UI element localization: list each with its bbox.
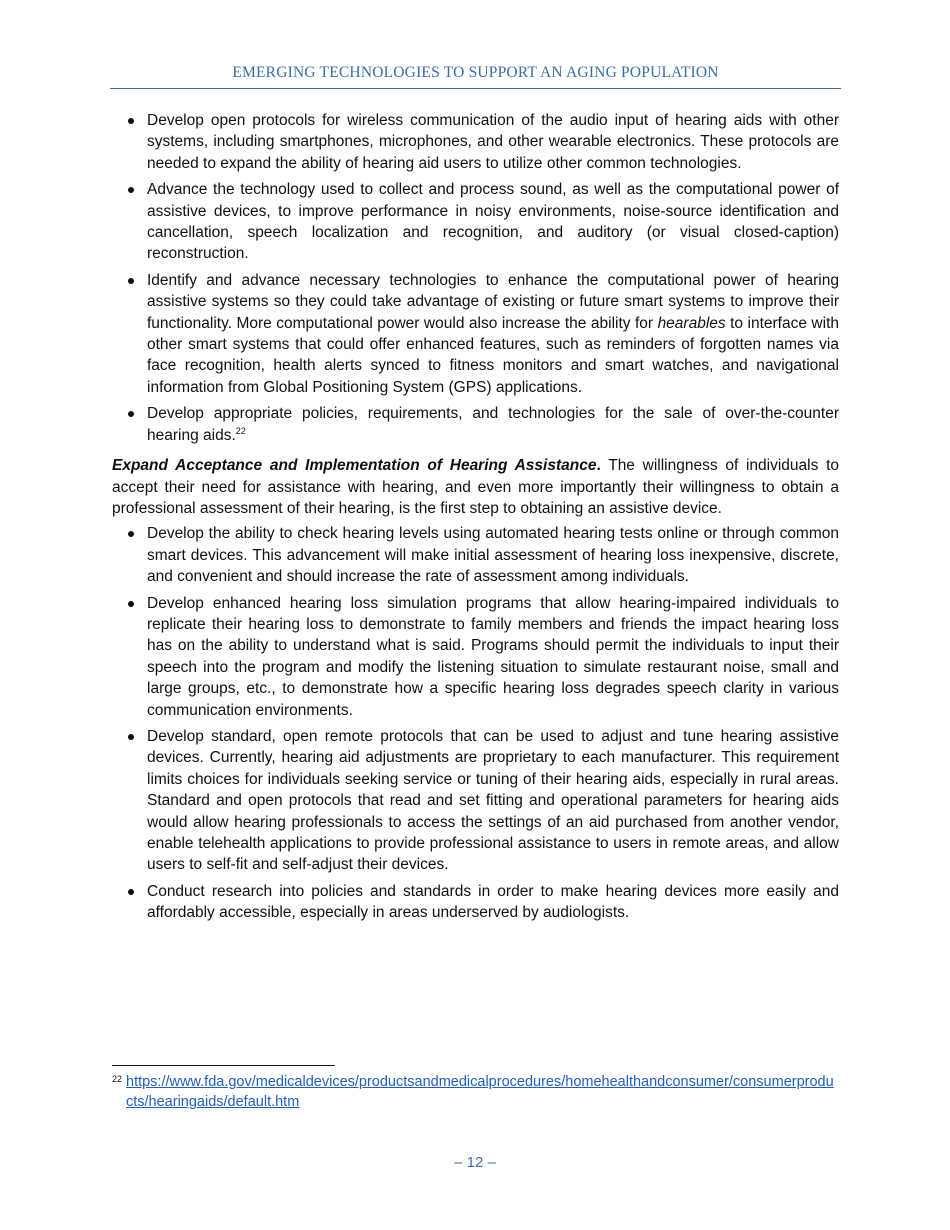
- section-heading-punct: .: [596, 457, 601, 475]
- list-item-text: Develop appropriate policies, requirements, and technologies for the sale of over-the-counter hearing aids.: [147, 405, 839, 444]
- list-item: Advance the technology used to collect and process sound, as well as the computational power of assistive devices, to improve performance in noisy environments, noise-source identification and cancellation, speech localization and recognition, and auditory (or visual closed-caption) reconstruction.: [112, 179, 839, 265]
- bullet-list-research-priorities: [112, 110, 839, 446]
- list-item: Develop enhanced hearing loss simulation programs that allow hearing-impaired individuals to replicate their hearing loss to demonstrate to family members and friends the impact hearing loss has on the ability to understand what is said. Programs should permit the individuals to input their speech into the program and modify the listening situation to simulate restaurant noise, small and large groups, etc., to demonstrate how a specific hearing loss degrades speech clarity in various communication environments.: [112, 593, 839, 721]
- header-divider: [110, 88, 841, 89]
- list-item: Develop open protocols for wireless communication of the audio input of hearing aids with other systems, including smartphones, microphones, and other wearable electronics. These protocols are needed to expand the ability of hearing aid users to utilize other common technologies.: [112, 110, 839, 174]
- footnote-reference[interactable]: 22: [235, 425, 246, 436]
- footnote: [112, 1073, 839, 1112]
- footnote-divider: [112, 1065, 335, 1066]
- page-number: – 12 –: [454, 1154, 496, 1171]
- list-item-text: to interface with other smart systems that could offer enhanced features, such as reminders of forgotten names via face recognition, health alerts synced to fitness monitors and smart watches, and navigational information from Global Positioning System (GPS) applications.: [147, 314, 840, 396]
- list-item: [112, 403, 839, 446]
- section-heading: Expand Acceptance and Implementation of Hearing Assistance: [112, 457, 597, 475]
- list-item: Develop standard, open remote protocols that can be used to adjust and tune hearing assistive devices. Currently, hearing aid adjustments are proprietary to each manufacturer. This requirement limits choices for individuals seeking service or tuning of their hearing aids, especially in rural areas. Standard and open protocols that read and set fitting and operational parameters for hearing aids would allow hearing professionals to access the settings of an aid purchased from another vendor, enable telehealth applications to provide professional assistance to users in remote areas, and allow users to self-fit and self-adjust their devices.: [112, 726, 839, 876]
- footnote-number: 22: [112, 1074, 123, 1084]
- list-item: Conduct research into policies and standards in order to make hearing devices more easily and affordably accessible, especially in areas underserved by audiologists.: [112, 881, 839, 924]
- list-item: Develop the ability to check hearing levels using automated hearing tests online or through common smart devices. This advancement will make initial assessment of hearing loss inexpensive, discrete, and convenient and should increase the rate of assessment among individuals.: [112, 523, 839, 587]
- list-item: [112, 270, 839, 398]
- page-body: [112, 110, 839, 929]
- bullet-list-acceptance: [112, 523, 839, 923]
- footnote-link[interactable]: https://www.fda.gov/medicaldevices/productsandmedicalprocedures/homehealthandconsumer/consumerproducts/hearingaids/default.htm: [126, 1074, 834, 1110]
- list-item-text: Identify and advance necessary technologies to enhance the computational power of hearing assistive systems so they could take advantage of existing or future smart systems to improve their functionality. More computational power would also increase the ability for: [147, 271, 839, 332]
- emphasis-hearables: hearables: [657, 314, 726, 332]
- section-body: The willingness of individuals to accept their need for assistance with hearing, and even more importantly their willingness to obtain a professional assessment of their hearing, is the first step to obtaining an assistive device.: [112, 457, 839, 517]
- running-header: EMERGING TECHNOLOGIES TO SUPPORT AN AGING POPULATION: [232, 64, 719, 81]
- section-paragraph: [112, 455, 839, 519]
